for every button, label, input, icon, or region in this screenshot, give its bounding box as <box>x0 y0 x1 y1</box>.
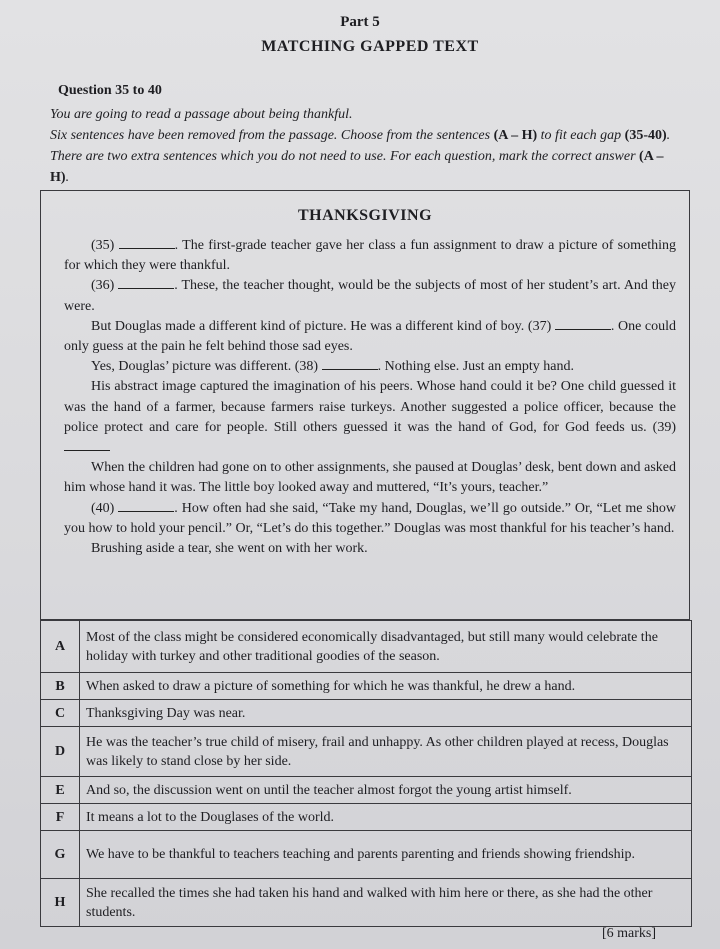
paragraph-1: (35) . The first-grade teacher gave her class a fun assignment to draw a picture of something for which they were thankful. <box>64 238 677 274</box>
gap-36-number: (36) <box>91 278 115 294</box>
section-title: MATCHING GAPPED TEXT <box>261 38 479 55</box>
gap-39-number: (39) <box>652 419 676 435</box>
option-letter: E <box>41 777 80 804</box>
option-row[interactable] <box>41 621 692 673</box>
option-letter: H <box>41 879 80 927</box>
gap-37-number: (37) <box>527 318 552 334</box>
paragraph-4: Yes, Douglas’ picture was different. (38) . Nothing else. Just an empty hand. <box>91 359 574 375</box>
instructions-line-2: Six sentences have been removed from the passage. Choose from the sentences (A – H) to fit each gap (35-40). There are two extra sentences which you do not need to use. For each question, mark the correct answer (A – H). <box>50 128 671 185</box>
paragraph-3: But Douglas made a different kind of picture. He was a different kind of boy. (37) . One could only guess at the pain he felt behind those sad eyes. <box>64 318 677 355</box>
option-row[interactable] <box>41 879 692 927</box>
option-row[interactable] <box>41 777 692 804</box>
option-letter: F <box>41 804 80 831</box>
option-letter: C <box>41 700 80 727</box>
gap-35-number: (35) <box>91 238 115 253</box>
option-text: We have to be thankful to teachers teaching and parents parenting and friends showing friendship. <box>80 831 692 879</box>
option-row[interactable] <box>41 700 692 727</box>
gap-38-blank[interactable] <box>322 359 378 370</box>
option-text: It means a lot to the Douglases of the world. <box>80 804 692 831</box>
instructions <box>50 104 686 188</box>
option-row[interactable] <box>41 804 692 831</box>
gap-35-blank[interactable] <box>119 238 175 249</box>
option-letter: G <box>41 831 80 879</box>
options-table <box>40 620 692 927</box>
paragraph-7: (40) . How often had she said, “Take my hand, Douglas, we’ll go outside.” Or, “Let me show you how to hold your pencil.” Or, “Let’s do this together.” Douglas was most thankful for his teacher’s hand. <box>64 500 677 536</box>
question-range: Question 35 to 40 <box>58 83 162 98</box>
option-letter: B <box>41 673 80 700</box>
gap-38-number: (38) <box>294 359 319 375</box>
option-row[interactable] <box>41 727 692 777</box>
gap-40-number: (40) <box>91 500 115 516</box>
option-letter: A <box>41 621 80 673</box>
paragraph-8: Brushing aside a tear, she went on with her work. <box>91 541 368 557</box>
gap-36-blank[interactable] <box>118 278 174 289</box>
part-label: Part 5 <box>340 14 380 30</box>
paragraph-5: His abstract image captured the imagination of his peers. Whose hand could it be? One child guessed it was the hand of a farmer, because farmers raise turkeys. Another suggested a police officer, because the police protect and care for people. Still others guessed it was the hand of God, for God feeds us. (39) <box>64 377 676 458</box>
option-text: And so, the discussion went on until the teacher almost forgot the young artist himself. <box>80 777 692 804</box>
paragraph-2: (36) . These, the teacher thought, would be the subjects of most of her student’s art. And they were. <box>64 278 676 314</box>
option-text: Thanksgiving Day was near. <box>80 700 692 727</box>
option-text: When asked to draw a picture of something for which he was thankful, he drew a hand. <box>80 673 692 700</box>
option-text: She recalled the times she had taken his hand and walked with him here or there, as she had the other students. <box>80 879 692 927</box>
option-text: He was the teacher’s true child of misery, frail and unhappy. As other children played at recess, Douglas was likely to stand close by her side. <box>80 727 692 777</box>
passage-box <box>40 190 690 620</box>
gap-37-blank[interactable] <box>555 319 611 330</box>
option-text: Most of the class might be considered economically disadvantaged, but still many would celebrate the holiday with turkey and other traditional goodies of the season. <box>80 621 692 673</box>
marks-label: [6 marks] <box>602 926 657 941</box>
paragraph-6: When the children had gone on to other assignments, she paused at Douglas’ desk, bent down and asked him whose hand it was. The little boy looked away and muttered, “It’s yours, teacher.” <box>64 460 676 496</box>
passage-text <box>64 236 676 559</box>
passage-title: THANKSGIVING <box>297 207 433 224</box>
instructions-line-1: You are going to read a passage about being thankful. <box>50 107 353 122</box>
option-letter: D <box>41 727 80 777</box>
option-row[interactable] <box>41 673 692 700</box>
option-row[interactable] <box>41 831 692 879</box>
gap-39-blank[interactable] <box>64 440 110 451</box>
gap-40-blank[interactable] <box>118 501 174 512</box>
